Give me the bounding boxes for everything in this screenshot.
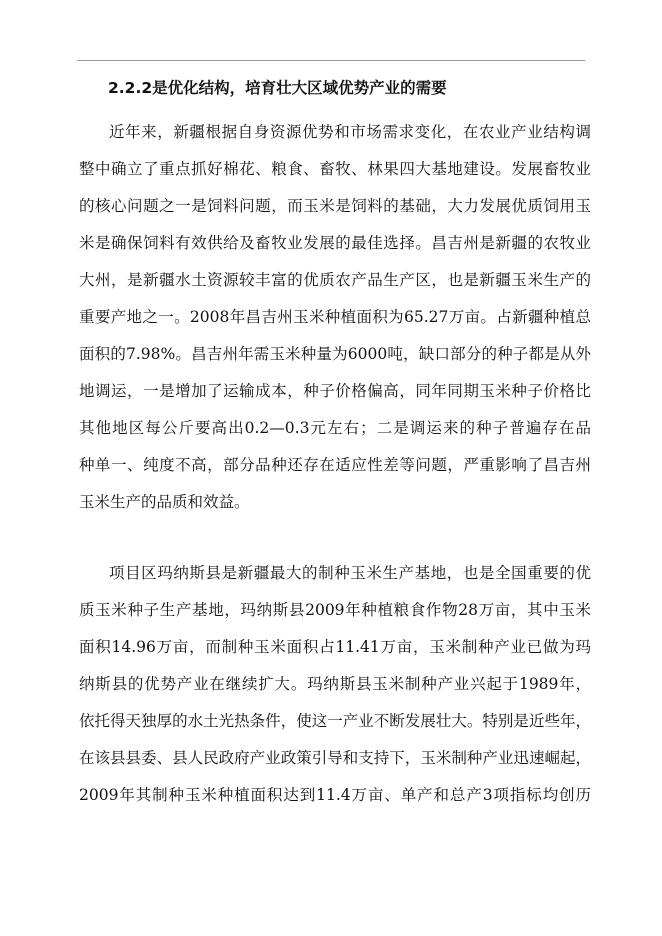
paragraph-line: 在该县县委、县人民政府产业政策引导和支持下，玉米制种产业迅速崛起，: [79, 749, 591, 767]
paragraph-line: 的核心问题之一是饲料问题，而玉米是饲料的基础，大力发展优质饲用玉: [79, 197, 591, 215]
paragraph-line: 项目区玛纳斯县是新疆最大的制种玉米生产基地，也是全国重要的优: [109, 564, 591, 582]
paragraph-line: 整中确立了重点抓好棉花、粮食、畜牧、林果四大基地建设。发展畜牧业: [79, 160, 591, 178]
paragraph-2: [79, 555, 591, 814]
paragraph-line: 种单一、纯度不高，部分品种还存在适应性差等问题，严重影响了昌吉州: [79, 456, 591, 474]
paragraph-line: 质玉米种子生产基地，玛纳斯县2009年种植粮食作物28万亩，其中玉米: [79, 601, 591, 619]
paragraph-1: [79, 114, 591, 521]
paragraph-line: 面积的7.98%。昌吉州年需玉米种量为6000吨，缺口部分的种子都是从外: [79, 345, 591, 363]
paragraph-line: 纳斯县的优势产业在继续扩大。玛纳斯县玉米制种产业兴起于1989年，: [79, 675, 591, 693]
paragraph-line: 依托得天独厚的水土光热条件，使这一产业不断发展壮大。特别是近些年，: [79, 712, 591, 730]
paragraph-line: 2009年其制种玉米种植面积达到11.4万亩、单产和总产3项指标均创历: [79, 786, 591, 804]
paragraph-line: 面积14.96万亩，而制种玉米面积占11.41万亩，玉米制种产业已做为玛: [79, 638, 591, 656]
section-heading: 2.2.2是优化结构，培育壮大区域优势产业的需要: [108, 79, 447, 97]
paragraph-line: 重要产地之一。2008年昌吉州玉米种植面积为65.27万亩。占新疆种植总: [79, 308, 591, 326]
paragraph-line: 玉米生产的品质和效益。: [79, 493, 250, 511]
paragraph-line: 其他地区每公斤要高出0.2—0.3元左右；二是调运来的种子普遍存在品: [79, 419, 591, 437]
paragraph-line: 近年来，新疆根据自身资源优势和市场需求变化，在农业产业结构调: [109, 123, 591, 141]
paragraph-line: 米是确保饲料有效供给及畜牧业发展的最佳选择。昌吉州是新疆的农牧业: [79, 234, 591, 252]
paragraph-line: 地调运，一是增加了运输成本，种子价格偏高，同年同期玉米种子价格比: [79, 382, 591, 400]
paragraph-line: 大州，是新疆水土资源较丰富的优质农产品生产区，也是新疆玉米生产的: [79, 271, 591, 289]
header-rule: [77, 60, 585, 61]
